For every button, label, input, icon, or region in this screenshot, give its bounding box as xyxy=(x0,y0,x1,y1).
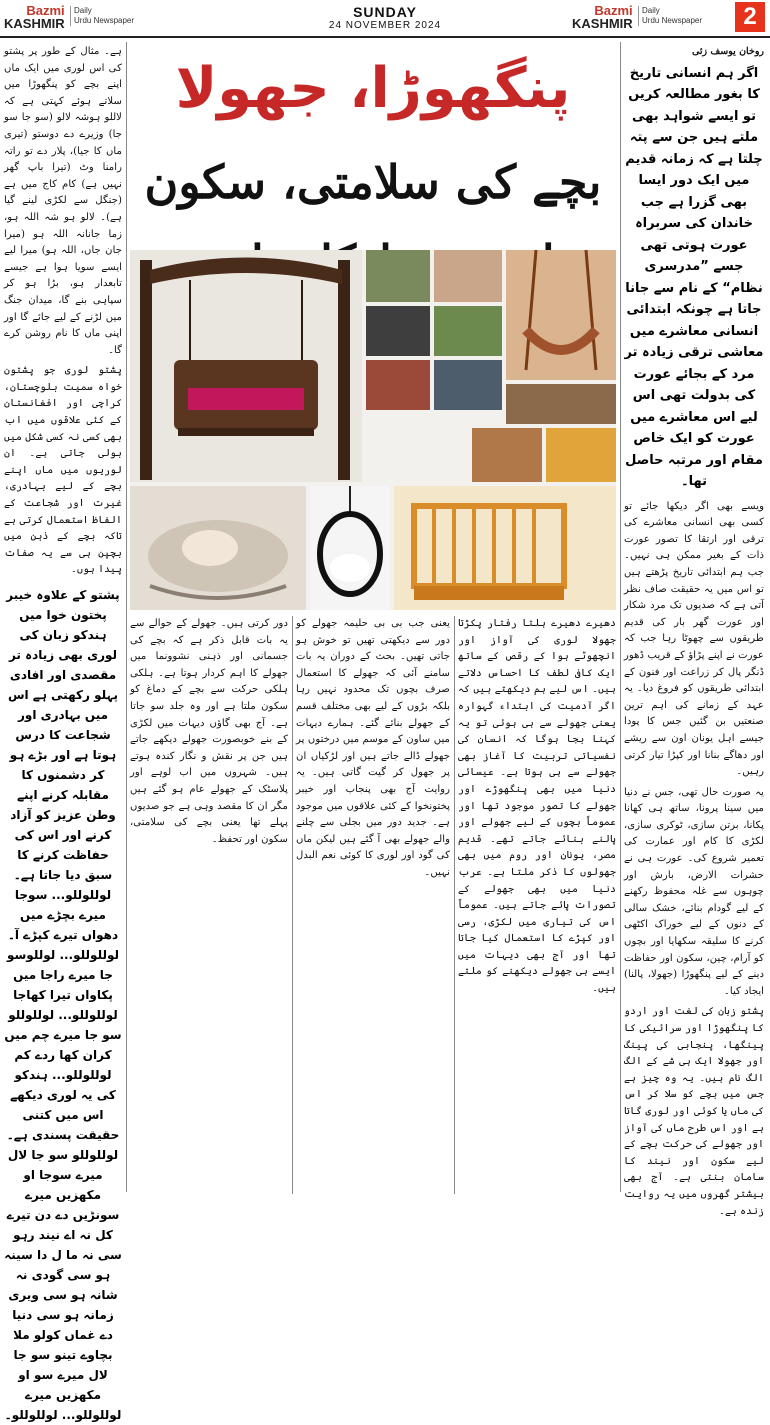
bouncer-illustration xyxy=(130,486,306,610)
photo-yellow-swing xyxy=(546,428,616,482)
left-tag-daily: Daily xyxy=(74,6,92,15)
date-box xyxy=(282,4,488,31)
headline-subtitle: بچے کی سلامتی، سکون xyxy=(144,155,602,209)
photo-baby-basket xyxy=(366,306,430,356)
photo-wooden-swing-bed xyxy=(130,250,362,482)
photo-child-swing xyxy=(434,250,502,302)
right-body-paragraph-2: یہ صورت حال تھی، جس نے دنیا میں سینا پرونا، ساتھ ہی کھانا پکانا، برتن سازی، ٹوکری سازی، لکڑی کا کام اور عمارت کی تعمیر شروع کی۔ عورت ہی نے حشرات الارض، بارش اور چوہوں سے غلہ محفوظ رکھنے کے لیے گودام بنائے، خشک سالی کے دنوں کے لیے خوراک اکٹھی کرنے کا سلیقہ سکھایا اور بچوں کو آرام، چین، سکون اور حفاظت دینے کے لیے پنگھوڑا (جھولا، پالنا) ایجاد کیا۔ xyxy=(624,786,764,997)
right-brand-line-2: KASHMIR xyxy=(572,16,633,31)
photo-wall-swing xyxy=(506,384,616,424)
masthead xyxy=(0,0,770,36)
photo-wooden-crib xyxy=(394,486,616,610)
bottom-column-a-text: دھیرے دھیرے ہلتا رفتار پکڑتا جھولا لوری کی آواز اور انچھوٹے ہوا کے رقص کے ساتھ ایک کافی لطف کا احساس دلاتے ہیں۔ اس لیے ہم دیکھتے ہیں کہ اگر آدمیت کی ابتداء گہوارہ یعنی جھولے سے ہی ہوئی تو یہ کہنا بجا ہوگا کہ انسان کی نفسیاتی تربیت کا آغاز بھی جھولے سے ہی ہوتا ہے۔ عیسائی دنیا میں بھی پنگھوڑے اور جھولے کا تصور موجود تھا اور عموماً بچوں کے لیے جھولے اور پالنے بنائے جاتے تھے۔ قدیم مصر، یونان اور روم میں بھی جھولوں کا ذکر ملتا ہے۔ عرب دنیا میں بھی جھولے کے تصورات پائے جاتے ہیں۔ عموماً اس کی تیاری میں لکڑی، رسی اور کپڑے کا استعمال کیا جاتا تھا اور آج بھی دیہات میں ایسے ہی جھولے دیکھنے کو ملتے ہیں۔ xyxy=(458,618,616,995)
photo-baby-bouncer xyxy=(130,486,306,610)
wooden-swing-illustration xyxy=(130,250,362,482)
right-brand xyxy=(572,4,633,30)
photo-striped-hammock xyxy=(366,360,430,410)
left-brand-line-2: KASHMIR xyxy=(4,16,65,31)
left-article-column xyxy=(4,44,122,1422)
headline-title: پنگھوڑا، جھولا xyxy=(175,56,571,121)
left-body-paragraph-1: ہے۔ مثال کے طور پر پشتو کی اس لوری میں ایک ماں اپنے بچے کو پنگھوڑا میں سلاتے ہوئے کہتی ہے کہ لاللو ہوشہ لالو (سو جا سو جا) وزیرے دے دوستو (تیری ماں کا جیا)، پلار دے تو راتہ رامنا وٹ (تیرا باپ گھر نہیں ہے) کام کاج میں ہے (جنگل سے لکڑی لینے گیا ہے)۔ لالو ہو شہ اللہ ہو، زما جانانہ اللہ ہو (میرا جان جاں، اللہ ہو) میرا لیے ایسے سویا ہوا ہے جیسے تابعدار ہو، بڑا ہو کر سپاہی بنے گا، میدان جنگ میں لڑنے کے لیے جائے گا اور اپنی ماں کا نام روشن کرے گا۔ xyxy=(4,46,122,356)
bottom-column-c-text: دور کرتی ہیں۔ جھولے کے حوالے سے یہ بات قابل ذکر ہے کہ بچے کی جسمانی اور ذہنی نشوونما میں جھولے کا اہم کردار ہوتا ہے۔ ہلکی ہلکی حرکت سے بچے کے دماغ کو سکون ملتا ہے اور وہ جلد سو جاتا ہے۔ آج بھی گاؤں دیہات میں لکڑی کے بنے خوبصورت جھولے دیکھے جاتے ہیں جن پر نقش و نگار کندہ ہوتے ہیں۔ شہروں میں اب لوہے اور پلاسٹک کے جھولے عام ہو گئے ہیں مگر ان کا مقصد وہی ہے جو صدیوں پہلے تھا یعنی بچے کی سلامتی، سکون اور تحفظ۔ xyxy=(130,618,288,845)
photo-wicker-cradle xyxy=(472,428,542,482)
bottom-divider-2 xyxy=(292,616,293,1194)
photo-egg-chair xyxy=(310,486,390,610)
left-brand-line-1: Bazmi xyxy=(26,3,65,18)
egg-chair-illustration xyxy=(310,486,390,610)
article-byline: روخان یوسف زئی xyxy=(691,46,764,57)
right-brand-tag xyxy=(638,6,702,26)
photo-garden-swing xyxy=(366,250,430,302)
left-brand xyxy=(4,4,65,30)
photo-collage xyxy=(130,250,616,610)
bottom-column-c xyxy=(130,616,288,1194)
bottom-column-a xyxy=(458,616,616,1194)
right-article-column xyxy=(624,44,764,1217)
crib-illustration xyxy=(394,486,616,610)
issue-date: 24 NOVEMBER 2024 xyxy=(328,20,442,31)
right-tag-urdu: Urdu Newspaper xyxy=(642,16,703,25)
page-number-badge: 2 xyxy=(735,2,765,32)
hindko-lullaby-poem: پشتو کے علاوہ خیبر پختون خوا میں ہندکو زبان کی لوری بھی زیادہ تر مقصدی اور افادی پہلو رکھتی ہے اس میں بہادری اور شجاعت کا درس ہوتا ہے اور بڑے ہو کر دشمنوں کا مقابلہ کرنے اپنے وطن عزیز کو آزاد کرنے اور اس کی حفاظت کرنے کا سبق دیا جاتا ہے۔ لوللوللو... سوجا میرے بچڑے میں دھواں تیرے کپڑے آ۔ لوللوللو... لوللوسو جا میرے راجا میں پکاواں تیرا کھاجا لوللوللو... لوللوللو سو جا میرے چم میں کران کھا ردے کم لوللوللو... ہندکو کی یہ لوری دیکھے اس میں کتنی حقیقت پسندی ہے۔ لوللوللو سو جا لال میرے سوجا او مکھزیں میرے سونڑیں دے دن تیرے کل نہ اے نیند رہو سی نہ ما ل دا سینہ ہو سی گودی نہ شانہ ہو سی ویری زمانہ ہو سی دنیا دے غماں کولو ملا بچاوے تینو سو جا لال میرے سو او مکھزیں میرے لوللوللو... لوللوللو۔ xyxy=(4,588,122,1422)
column-divider-right xyxy=(620,42,621,1192)
headline-box xyxy=(130,44,616,248)
bottom-column-b-text: یعنی جب بی بی حلیمہ جھولے کو دور سے دیکھتی تھیں تو خوش ہو جاتی تھیں۔ بحث کے دوران یہ بات سامنے آئی کہ جھولے کا استعمال صرف بچوں تک محدود نہیں رہا بلکہ بڑوں کے لیے بھی مختلف قسم کے جھولے بنائے گئے۔ ہمارے دیہات میں ساون کے موسم میں درختوں پر جھولے ڈالے جاتے ہیں اور لڑکیاں ان پر جھول کر گیت گاتی ہیں۔ یہ روایت آج بھی پنجاب اور خیبر پختونخوا کے کئی علاقوں میں موجود ہے۔ جدید دور میں بجلی سے چلنے والے جھولے بھی آ گئے ہیں لیکن ماں کی گود اور لوری کا کوئی نعم البدل نہیں۔ xyxy=(296,618,450,878)
right-brand-line-1: Bazmi xyxy=(594,3,633,18)
issue-day: SUNDAY xyxy=(353,4,417,20)
hammock-illustration xyxy=(506,250,616,380)
right-body-paragraph-3: پشتو زبان کی لغت اور اردو کا پنگھوڑا اور سرائیکی کا پینگھا، پنجابی کی پینگ اور جھولا ایک ہی شے کے الگ الگ نام ہیں۔ یہ وہ چیز ہے جس میں بچے کو سلا کر اس کی ماں یا کوئی اور لوری گاتا ہے اور اس طرح ماں کی آواز اور جھولے کی حرکت بچے کے لیے سکون اور نیند کا سامان بنتی ہے۔ آج بھی بیشتر گھروں میں یہ روایت زندہ ہے۔ xyxy=(624,1006,764,1217)
photo-rope-cradle xyxy=(434,360,502,410)
right-tag-daily: Daily xyxy=(642,6,660,15)
bottom-column-b xyxy=(296,616,450,1194)
masthead-rule xyxy=(0,36,770,38)
bottom-divider-1 xyxy=(454,616,455,1194)
article-intro-bold: اگر ہم انسانی تاریخ کا بغور مطالعہ کریں تو ایسے شواہد بھی ملتے ہیں جن سے پتہ چلتا ہے کہ زمانہ قدیم میں ایک دور ایسا بھی گزرا ہے جب خاندان کی سربراہ عورت ہوتی تھی جسے ”مدرسری نظام“ کے نام سے جانا جاتا ہے چونکہ ابتدائی انسانی معاشرے میں معاشی ترقی زیادہ تر مرد کے بجائے عورت کی بدولت تھی اس لیے اس معاشرے میں عورت کو ایک خاص مقام اور مرتبہ حاصل تھا۔ xyxy=(624,65,764,490)
left-tag-urdu: Urdu Newspaper xyxy=(74,16,135,25)
right-body-paragraph-1: ویسے بھی اگر دیکھا جائے تو کسی بھی انسانی معاشرے کی ترقی اور ارتقا کا تصور عورت ذات کے بغیر ممکن ہی نہیں۔ جب ہم ابتدائی تاریخ پڑھتے ہیں تو اس میں یہ حقیقت صاف نظر آتی ہے کہ صدیوں تک مرد شکار اور عورت گھر بار کی قدیم طریقوں سے چھوٹا رہا جب کہ عورت نے اپنے پڑاؤ کے قریب ڈھور ڈنگر پال کر زراعت اور فنون کے ابتدائی طریقوں کو فروغ دیا۔ یہ عہد کے زمانے کی اہم ترین صنعتیں بن گئیں جس کا پودا جیسے اہل یونان اون سے ریشے اور دھاگے بنانا اور کپڑا تیار کرتی رہیں۔ xyxy=(624,500,764,778)
photo-outdoor-cradle xyxy=(434,306,502,356)
photo-hanging-hammock xyxy=(506,250,616,380)
left-brand-tag xyxy=(70,6,134,26)
left-body-paragraph-2: پشتو لوری جو پشتون خواہ سمیت بلوچستان، کراچی اور افغانستان کے کئی علاقوں میں اب بھی کسی نہ کسی شکل میں بولی جاتی ہے۔ ان لوریوں میں ماں اپنے بچے کے لیے بہادری، غیرت اور شجاعت کے الفاظ استعمال کرتی ہے تاکہ بچے کے ذہن میں بچپن ہی سے یہ صفات پیدا ہوں۔ xyxy=(4,365,122,576)
column-divider-left xyxy=(126,42,127,1192)
